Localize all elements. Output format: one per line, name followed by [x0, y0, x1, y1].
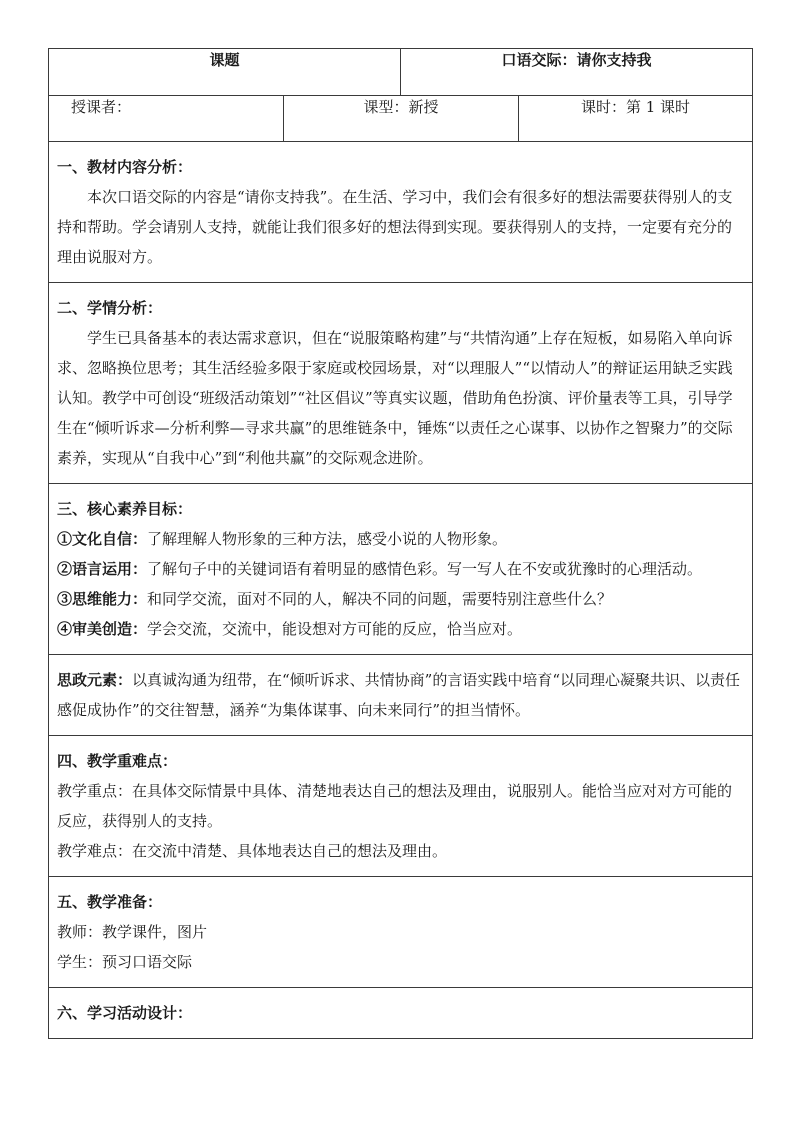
teacher-prep: 教师：教学课件，图片	[57, 923, 208, 941]
topic-value: 口语交际：请你支持我	[501, 51, 652, 69]
goal-item	[57, 614, 744, 644]
section-preparation	[49, 877, 753, 988]
section-heading: 二、学情分析：	[57, 299, 163, 317]
goal-item	[57, 584, 744, 614]
section-student-analysis	[49, 283, 753, 484]
title-row	[49, 49, 753, 96]
topic-value-cell	[401, 49, 753, 96]
section-heading: 五、教学准备：	[57, 893, 163, 911]
lesson-hours: 课时：第 1 课时	[580, 98, 691, 116]
section-textbook-analysis	[49, 142, 753, 283]
goal-text: 学会交流，交流中，能设想对方可能的反应，恰当应对。	[147, 620, 523, 638]
teacher-label: 授课者：	[71, 98, 132, 116]
goal-label: ②语言运用：	[57, 560, 148, 578]
difficult-point: 教学难点：在交流中清楚、具体地表达自己的想法及理由。	[57, 842, 448, 860]
meta-row	[49, 96, 753, 142]
ideology-label: 思政元素：	[57, 671, 133, 689]
section-ideology	[49, 655, 753, 736]
goal-label: ①文化自信：	[57, 530, 148, 548]
ideology-paragraph	[57, 665, 744, 725]
goal-item	[57, 524, 744, 554]
key-point: 教学重点：在具体交际情景中具体、清楚地表达自己的想法及理由，说服别人。能恰当应对对方可能的反应，获得别人的支持。	[57, 782, 733, 830]
section-heading: 四、教学重难点：	[57, 752, 178, 770]
goal-label: ④审美创造：	[57, 620, 148, 638]
section-core-goals	[49, 484, 753, 655]
section-body: 本次口语交际的内容是“请你支持我”。在生活、学习中，我们会有很多好的想法需要获得别人的支持和帮助。学会请别人支持，就能让我们很多好的想法得到实现。要获得别人的支持，一定要有充分的理由说服对方。	[57, 188, 733, 266]
lesson-plan-page	[48, 48, 752, 1039]
topic-label: 课题	[209, 51, 240, 69]
teacher-cell	[49, 96, 284, 142]
goal-text: 了解理解人物形象的三种方法，感受小说的人物形象。	[147, 530, 508, 548]
lesson-hours-cell	[519, 96, 753, 142]
section-body: 学生已具备基本的表达需求意识，但在“说服策略构建”与“共情沟通”上存在短板，如易陷入单向诉求、忽略换位思考；其生活经验多限于家庭或校园场景，对“以理服人”“以情动人”的辩证运用缺乏实践认知。教学中可创设“班级活动策划”“社区倡议”等真实议题，借助角色扮演、评价量表等工具，引导学生在“倾听诉求—分析利弊—寻求共赢”的思维链条中，锤炼“以责任之心谋事、以协作之智聚力”的交际素养，实现从“自我中心”到“利他共赢”的交际观念进阶。	[57, 329, 733, 467]
goal-label: ③思维能力：	[57, 590, 148, 608]
section-heading: 一、教材内容分析：	[57, 158, 193, 176]
section-key-points	[49, 736, 753, 877]
lesson-plan-table	[48, 48, 753, 1039]
goal-item	[57, 554, 744, 584]
lesson-type-cell	[284, 96, 519, 142]
topic-label-cell	[49, 49, 401, 96]
section-activity-design	[49, 988, 753, 1039]
lesson-type: 课型：新授	[363, 98, 439, 116]
ideology-text: 以真诚沟通为纽带，在“倾听诉求、共情协商”的言语实践中培育“以同理心凝聚共识、以责任感促成协作”的交往智慧，涵养“为集体谋事、向未来同行”的担当情怀。	[57, 671, 741, 719]
section-heading: 六、学习活动设计：	[57, 1004, 193, 1022]
section-heading: 三、核心素养目标：	[57, 500, 193, 518]
student-prep: 学生：预习口语交际	[57, 953, 193, 971]
goal-text: 了解句子中的关键词语有着明显的感情色彩。写一写人在不安或犹豫时的心理活动。	[147, 560, 703, 578]
goal-text: 和同学交流，面对不同的人，解决不同的问题，需要特别注意些什么？	[147, 590, 613, 608]
